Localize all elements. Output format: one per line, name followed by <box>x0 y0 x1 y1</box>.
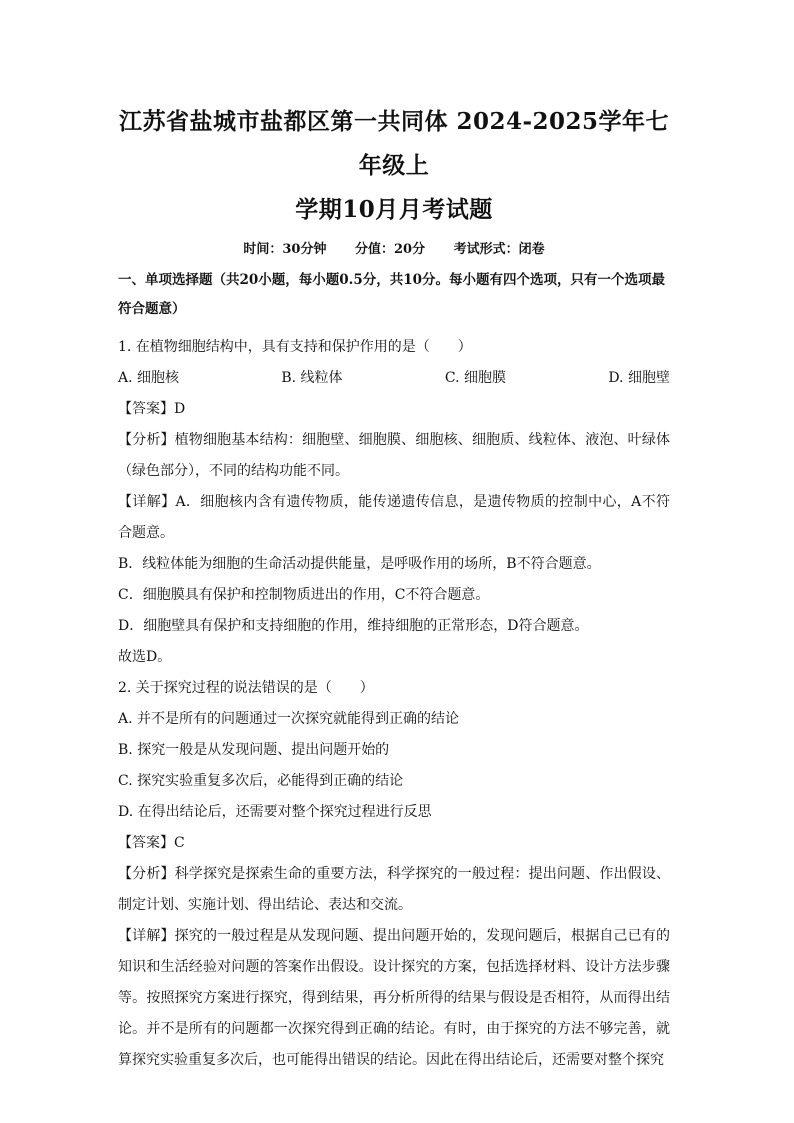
q1-detail-a: 【详解】A．细胞核内含有遗传物质，能传递遗传信息，是遗传物质的控制中心，A不符合题意。 <box>118 494 670 541</box>
question-1-stem: 1. 在植物细胞结构中，具有支持和保护作用的是（ ） <box>118 339 472 355</box>
q2-option-c: C. 探究实验重复多次后，必能得到正确的结论 <box>118 773 404 789</box>
question-1-options <box>118 363 670 394</box>
section-heading: 一、单项选择题（共20小题，每小题0.5分，共10分。每小题有四个选项，只有一个选项最符合题意） <box>118 272 666 317</box>
q1-analysis: 【分析】植物细胞基本结构：细胞壁、细胞膜、细胞核、细胞质、线粒体、液泡、叶绿体（绿色部分），不同的结构功能不同。 <box>118 432 670 479</box>
q1-conclusion: 故选D。 <box>118 649 172 665</box>
q2-detail: 【详解】探究的一般过程是从发现问题、提出问题开始的，发现问题后，根据自己已有的知识和生活经验对问题的答案作出假设。设计探究的方案，包括选择材料、设计方法步骤等。按照探究方案进行探究，得到结果，再分析所得的结果与假设是否相符，从而得出结论。并不是所有的问题都一次探究得到正确的结论。有时，由于探究的方法不够完善，就算探究实验重复多次后，也可能得出错误的结论。因此在得出结论后，还需要对整个探究 <box>118 928 670 1068</box>
exam-form: 考试形式：闭卷 <box>453 242 545 257</box>
q1-option-d: D. 细胞壁 <box>608 370 670 386</box>
q2-analysis: 【分析】科学探究是探索生命的重要方法，科学探究的一般过程：提出问题、作出假设、制定计划、实施计划、得出结论、表达和交流。 <box>118 866 670 913</box>
q1-detail-d: D．细胞壁具有保护和支持细胞的作用，维持细胞的正常形态，D符合题意。 <box>118 618 589 634</box>
q2-answer: 【答案】C <box>118 835 185 851</box>
q2-option-b: B. 探究一般是从发现问题、提出问题开始的 <box>118 742 390 758</box>
q1-answer: 【答案】D <box>118 401 186 417</box>
q1-option-a: A. 细胞核 <box>118 370 180 386</box>
title-line-1: 江苏省盐城市盐都区第一共同体 2024-2025学年七年级上 <box>118 108 670 179</box>
exam-meta <box>118 236 670 264</box>
q1-detail-b: B．线粒体能为细胞的生命活动提供能量，是呼吸作用的场所，B不符合题意。 <box>118 556 601 572</box>
exam-page <box>118 100 670 1076</box>
q2-option-a: A. 并不是所有的问题通过一次探究就能得到正确的结论 <box>118 711 460 727</box>
q1-option-c: C. 细胞膜 <box>444 370 506 386</box>
q1-detail-c: C．细胞膜具有保护和控制物质进出的作用，C不符合题意。 <box>118 587 490 603</box>
title-line-2: 学期10月月考试题 <box>295 196 493 223</box>
page-title <box>118 100 670 232</box>
exam-time: 时间：30分钟 <box>243 242 327 257</box>
q1-option-b: B. 线粒体 <box>281 370 343 386</box>
q2-option-d: D. 在得出结论后，还需要对整个探究过程进行反思 <box>118 804 432 820</box>
question-2-stem: 2. 关于探究过程的说法错误的是（ ） <box>118 680 374 696</box>
exam-score: 分值：20分 <box>354 242 426 257</box>
